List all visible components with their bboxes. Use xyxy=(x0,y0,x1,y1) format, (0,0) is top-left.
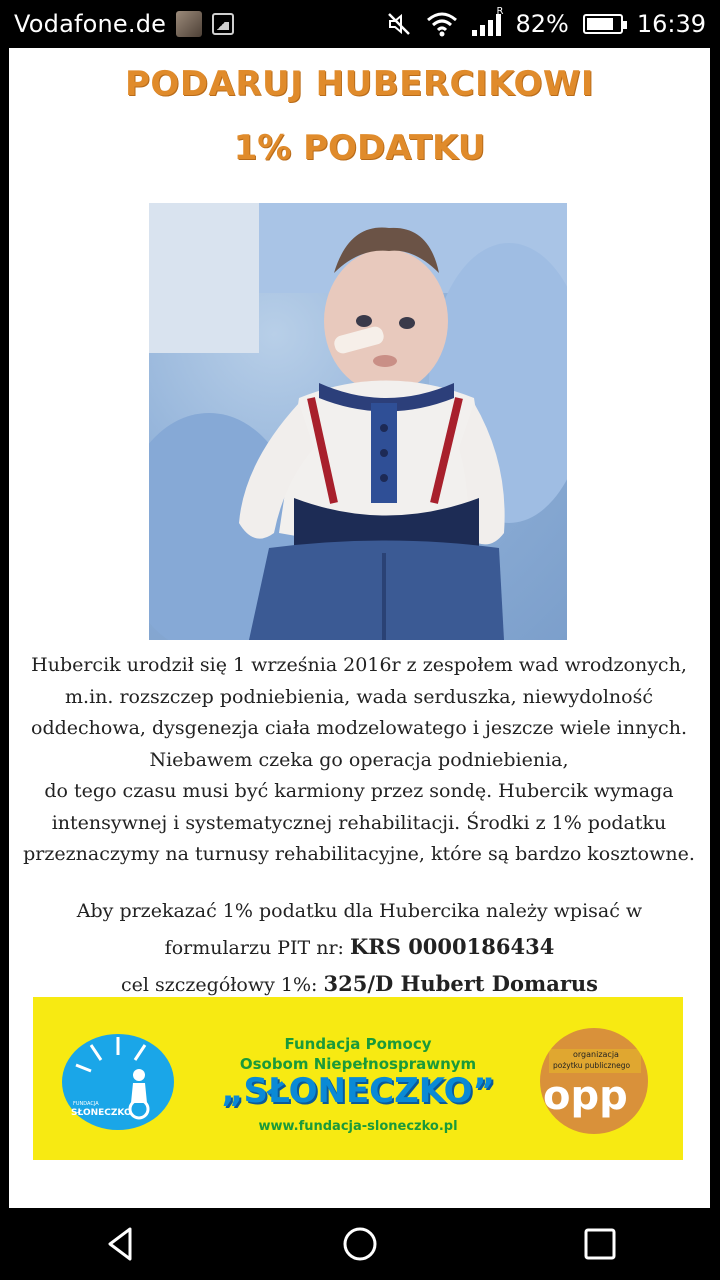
pit-line1: Aby przekazać 1% podatku dla Hubercika należy wpisać w xyxy=(76,900,643,922)
description-line: do tego czasu musi być karmiony przez sondę. Hubercik wymaga xyxy=(44,780,674,802)
status-left xyxy=(14,10,234,38)
navigation-bar xyxy=(0,1208,720,1280)
battery-percent: 82% xyxy=(515,10,569,38)
battery-fill xyxy=(587,18,613,30)
carrier-name: Vodafone.de xyxy=(14,10,167,38)
description-line: intensywnej i systematycznej rehabilitacji. Środki z 1% podatku xyxy=(51,811,667,834)
foundation-banner xyxy=(33,997,683,1160)
headline-line1: PODARUJ HUBERCIKOWI xyxy=(125,64,594,104)
mute-icon xyxy=(386,11,412,37)
description-line: Hubercik urodził się 1 września 2016r z zespołem wad wrodzonych, xyxy=(31,654,687,676)
poster-image xyxy=(9,48,710,1208)
description-line: m.in. rozszczep podniebienia, wada serduszka, niewydolność xyxy=(65,685,653,708)
gallery-notification-icon xyxy=(212,13,234,35)
recents-icon xyxy=(580,1224,620,1264)
goal-label: cel szczegółowy 1%: xyxy=(121,974,318,996)
description-line: przeznaczymy na turnusy rehabilitacyjne, które są bardzo kosztowne. xyxy=(23,843,695,865)
roaming-marker: R xyxy=(496,6,504,17)
status-right xyxy=(386,6,706,38)
opp-small-line1: organizacja xyxy=(573,1050,619,1059)
foundation-line1: Fundacja Pomocy xyxy=(284,1035,432,1053)
goal-code: 325/D Hubert Domarus xyxy=(323,971,598,996)
krs-number: KRS 0000186434 xyxy=(350,934,555,959)
wifi-icon xyxy=(426,11,458,37)
recents-button[interactable] xyxy=(570,1214,630,1274)
back-button[interactable] xyxy=(90,1214,150,1274)
foundation-line2: Osobom Niepełnosprawnym xyxy=(239,1055,477,1073)
sun-logo-text: SŁONECZKO xyxy=(71,1108,132,1118)
description-line: oddechowa, dysgenezja ciała modzelowatego i jeszcze wiele innych. xyxy=(31,717,687,739)
baby-photo xyxy=(149,203,567,640)
headline-line2: 1% PODATKU xyxy=(233,128,486,168)
status-bar xyxy=(0,0,720,48)
description-text xyxy=(19,650,699,871)
signal-icon xyxy=(472,6,504,36)
foundation-url: www.fundacja-sloneczko.pl xyxy=(258,1119,458,1134)
battery-icon xyxy=(583,14,623,34)
image-notification-icon xyxy=(176,11,202,37)
sun-logo-small: FUNDACJA xyxy=(73,1101,99,1107)
opp-mark: opp xyxy=(543,1073,628,1119)
home-button[interactable] xyxy=(330,1214,390,1274)
pit-line2 xyxy=(9,929,710,966)
back-icon xyxy=(100,1224,140,1264)
pit-instructions xyxy=(9,894,710,1003)
home-icon xyxy=(340,1224,380,1264)
foundation-name: „SŁONECZKO” xyxy=(221,1071,495,1111)
pit-form-label: formularzu PIT nr: xyxy=(164,937,344,959)
clock: 16:39 xyxy=(636,10,706,38)
opp-small-line2: pożytku publicznego xyxy=(553,1061,631,1070)
opp-logo xyxy=(539,1027,649,1135)
description-line: Niebawem czeka go operacja podniebienia, xyxy=(149,748,569,771)
